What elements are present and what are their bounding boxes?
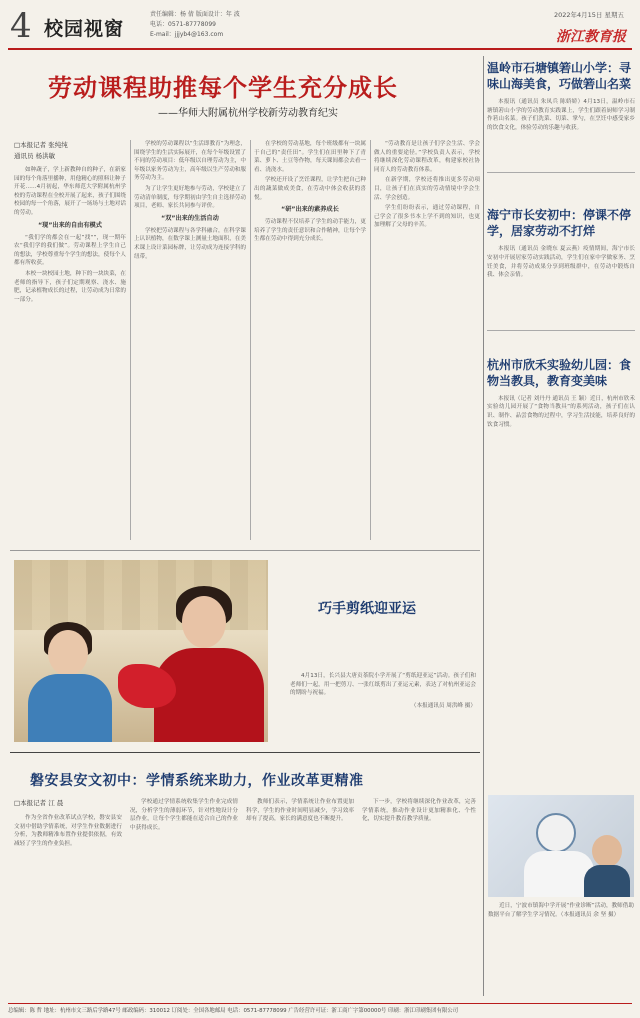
byline-reporter: □本报记者 张纯纯 — [14, 141, 68, 149]
second-paragraph: 学校通过学情系统收集学生作业完成情况，分析学生的薄弱环节，针对性地设计分层作业，让每个学生都能在适合自己的作业中获得成长。 — [130, 799, 238, 831]
second-title: 磐安县安文初中：学情系统来助力，作业改革更精准 — [30, 773, 364, 789]
sidebar — [487, 60, 635, 431]
lead-title: 劳动课程助推每个学生充分成长 — [48, 74, 398, 102]
lead-byline — [14, 140, 68, 162]
lead-paragraph: 学校还开设了烹饪课程，让学生把自己种出的蔬菜做成美食，在劳动中体会收获的喜悦。 — [254, 177, 366, 201]
lead-paragraph: “劳动教育是让孩子们学会生活、学会做人的重要途径。”学校负责人表示，学校将继续深化劳动课程改革，构建家校社协同育人的劳动教育体系。 — [374, 141, 480, 173]
lead-paragraph: “我们学的都会在一起”找“”，现一期年农“我们学的我们做”。劳动课程上学生自己的想法，学校尊重每个学生的想法，使每个人都有所收获。 — [14, 234, 126, 267]
page-number: 4 — [10, 6, 32, 46]
column-divider — [130, 140, 131, 540]
sidebar-rule — [487, 172, 635, 173]
teacher-figure — [536, 813, 576, 853]
editors-info — [150, 10, 240, 40]
lead-subhead: “研”出来的素养成长 — [281, 206, 339, 214]
student-figure — [48, 630, 88, 676]
student-figure — [28, 674, 112, 742]
page-header — [0, 0, 640, 50]
feature-caption-block — [290, 672, 476, 712]
sidebar-article-title: 温岭市石塘镇箬山小学：寻味山海美食，巧做箬山名菜 — [487, 61, 632, 91]
feature-caption: 4月13日，长兴县大唐贡茶院小学开展了“剪纸迎亚运”活动。孩子们和老师们一起，用一把剪刀、一张红纸剪出了亚运元素，表达了对杭州亚运会的期盼与祝福。 — [290, 673, 476, 697]
second-paragraph: 教师们表示，学情系统让作业布置更加科学，学生的作业时间明显减少，学习效率却有了提高，家长的满意度也不断提升。 — [246, 799, 354, 823]
phone-line: 电话：0571-87778099 — [150, 21, 216, 28]
sidebar-article-body: 本报讯（通讯员 金晓东 夏云燕）疫情期间，海宁市长安初中开展居家劳动实践活动，学生们在家中学做家务、烹饪美食，并将劳动成果分享到班级群中，在劳动中锻炼自我、体会亲情。 — [487, 246, 635, 279]
sidebar-divider — [483, 56, 484, 996]
byline-correspondent: 通讯员 杨洪敏 — [14, 152, 56, 160]
lead-column-1 — [14, 166, 126, 306]
section-rule — [10, 752, 480, 753]
lead-paragraph: 学校把劳动课程与各学科融合，在科学课上认识植物，在数学课上测量土地面积，在美术课上设计菜园标牌，让劳动成为连接学科的纽带。 — [134, 227, 246, 260]
section-title: 校园视窗 — [44, 18, 125, 40]
teacher-figure — [182, 596, 226, 648]
sidebar-article-title: 杭州市欣禾实验幼儿园：食物当教具，教育变美味 — [487, 357, 632, 388]
second-byline: □本报记者 江 晨 — [14, 799, 64, 807]
email-line: E-mail：jjjyb4@163.com — [150, 31, 224, 38]
classroom-photo-caption: 近日，宁波市镇海中学开展“作业诊断”活动，教师借助数据平台了解学生学习情况。（本报通讯员 余 坚 摄） — [488, 903, 634, 918]
lead-paragraph: 学生们纷纷表示，通过劳动课程，自己学会了很多书本上学不到的知识，也更加理解了父母的辛苦。 — [374, 205, 480, 229]
lead-column-3 — [254, 140, 366, 246]
lead-paragraph: 在学校的劳动基地，每个班级都有一块属于自己的“责任田”。学生们在田里种下了青菜、萝卜、土豆等作物，每天课间都会去看一看、浇浇水。 — [254, 141, 366, 173]
paper-cutting-photo — [14, 560, 268, 742]
sidebar-article-title: 海宁市长安初中：停课不停学，居家劳动不打烊 — [487, 208, 632, 239]
second-paragraph: 作为全省作业改革试点学校，磐安县安文初中借助学情系统，对学生作业数据进行分析，为教师精准布置作业提供依据，有效减轻了学生的作业负担。 — [14, 815, 122, 847]
feature-credit: （本报通讯员 周洪峰 摄） — [410, 702, 476, 709]
lead-subtitle: ——华师大附属杭州学校新劳动教育纪实 — [158, 108, 338, 119]
sidebar-article-body: 本报讯（记者 刘丹丹 通讯员 王 颖）近日，杭州市欣禾实验幼儿园开展了“食物当教具”的系列活动，孩子们在认识、制作、品尝食物的过程中，学习生活技能，培养良好的饮食习惯。 — [487, 395, 635, 428]
sidebar-article-body: 本报讯（通讯员 朱凤兵 陈娇娇）4月13日，温岭市石塘镇箬山小学的劳动教育实践课上，学生们跟着厨师学习制作箬山名菜。孩子们洗菜、切菜、掌勺，在烹饪中感受家乡的饮食文化，体验劳动的乐趣与收获。 — [487, 99, 635, 131]
student-figure — [584, 865, 630, 897]
lead-paragraph: 为了让学生更好地参与劳动，学校建立了劳动清单制度，每学期初由学生自主选择劳动项目，老师、家长共同参与评价。 — [134, 185, 246, 210]
column-divider — [370, 140, 371, 540]
lead-subhead: “双”出来的生活自动 — [161, 214, 219, 222]
classroom-photo-caption-block — [488, 902, 634, 921]
sidebar-rule — [487, 330, 635, 331]
classroom-photo — [488, 795, 634, 897]
lead-subhead: “现”出来的自由有模式 — [38, 221, 102, 229]
feature-title: 巧手剪纸迎亚运 — [318, 601, 416, 617]
editors-line: 责任编辑：杨 倩 版面设计：年 波 — [150, 11, 240, 18]
lead-column-4 — [374, 140, 480, 232]
student-figure — [592, 835, 622, 867]
second-column-1 — [14, 814, 122, 850]
lead-paragraph: 劳动课程不仅培养了学生的动手能力，更培养了学生的责任意识和合作精神，让每个学生都在劳动中得到充分成长。 — [254, 219, 366, 243]
lead-paragraph: 如种蔬子，学上新教种自的种子，在新家园的每个角落里播种，用他精心的照料让种子开花……4月初起，华东师范大学附属杭州学校的劳动课程在全校开展了起来，孩子们围绕校园的每一个角落，展开了一场场与土地对话的劳动。 — [14, 167, 126, 216]
section-rule — [10, 550, 480, 551]
second-column-2 — [130, 798, 238, 834]
column-divider — [250, 140, 251, 540]
header-rule — [8, 48, 632, 50]
lead-paragraph: 在新学期，学校还将推出更多劳动项目，让孩子们在真实的劳动情境中学会生活、学会创造。 — [374, 177, 480, 201]
lead-paragraph: 学校的劳动课程以“生活即教育”为理念，围绕学生的生活实际展开，在每个年级设置了不同的劳动项目：低年级以自理劳动为主，中年级以家务劳动为主，高年级以生产劳动和服务劳动为主。 — [134, 141, 246, 182]
second-paragraph: 下一步，学校将继续深化作业改革，完善学情系统，推动作业设计更加精准化、个性化，切实提升教育教学质量。 — [362, 799, 476, 823]
lead-column-2 — [134, 140, 246, 263]
masthead-logo: 浙江教育报 — [556, 29, 626, 45]
page-footer: 总编辑：陈 哲 地址：杭州市文三路后学路47号 邮政编码：310012 订阅处：全国各地邮局 电话：0571-87778099 广告经营许可证：浙工商广字第00000号 印刷：浙江印刷集团有限公司 — [8, 1003, 632, 1014]
lead-paragraph: 本校一块校园土地，种下的一块块菜，在老师的指导下，孩子们定期观察、浇水、施肥，记录植物成长的过程，让劳动成为日常的一部分。 — [14, 270, 126, 303]
issue-date: 2022年4月15日 星期五 — [553, 11, 624, 19]
second-column-3 — [246, 798, 354, 826]
second-column-4 — [362, 798, 476, 826]
